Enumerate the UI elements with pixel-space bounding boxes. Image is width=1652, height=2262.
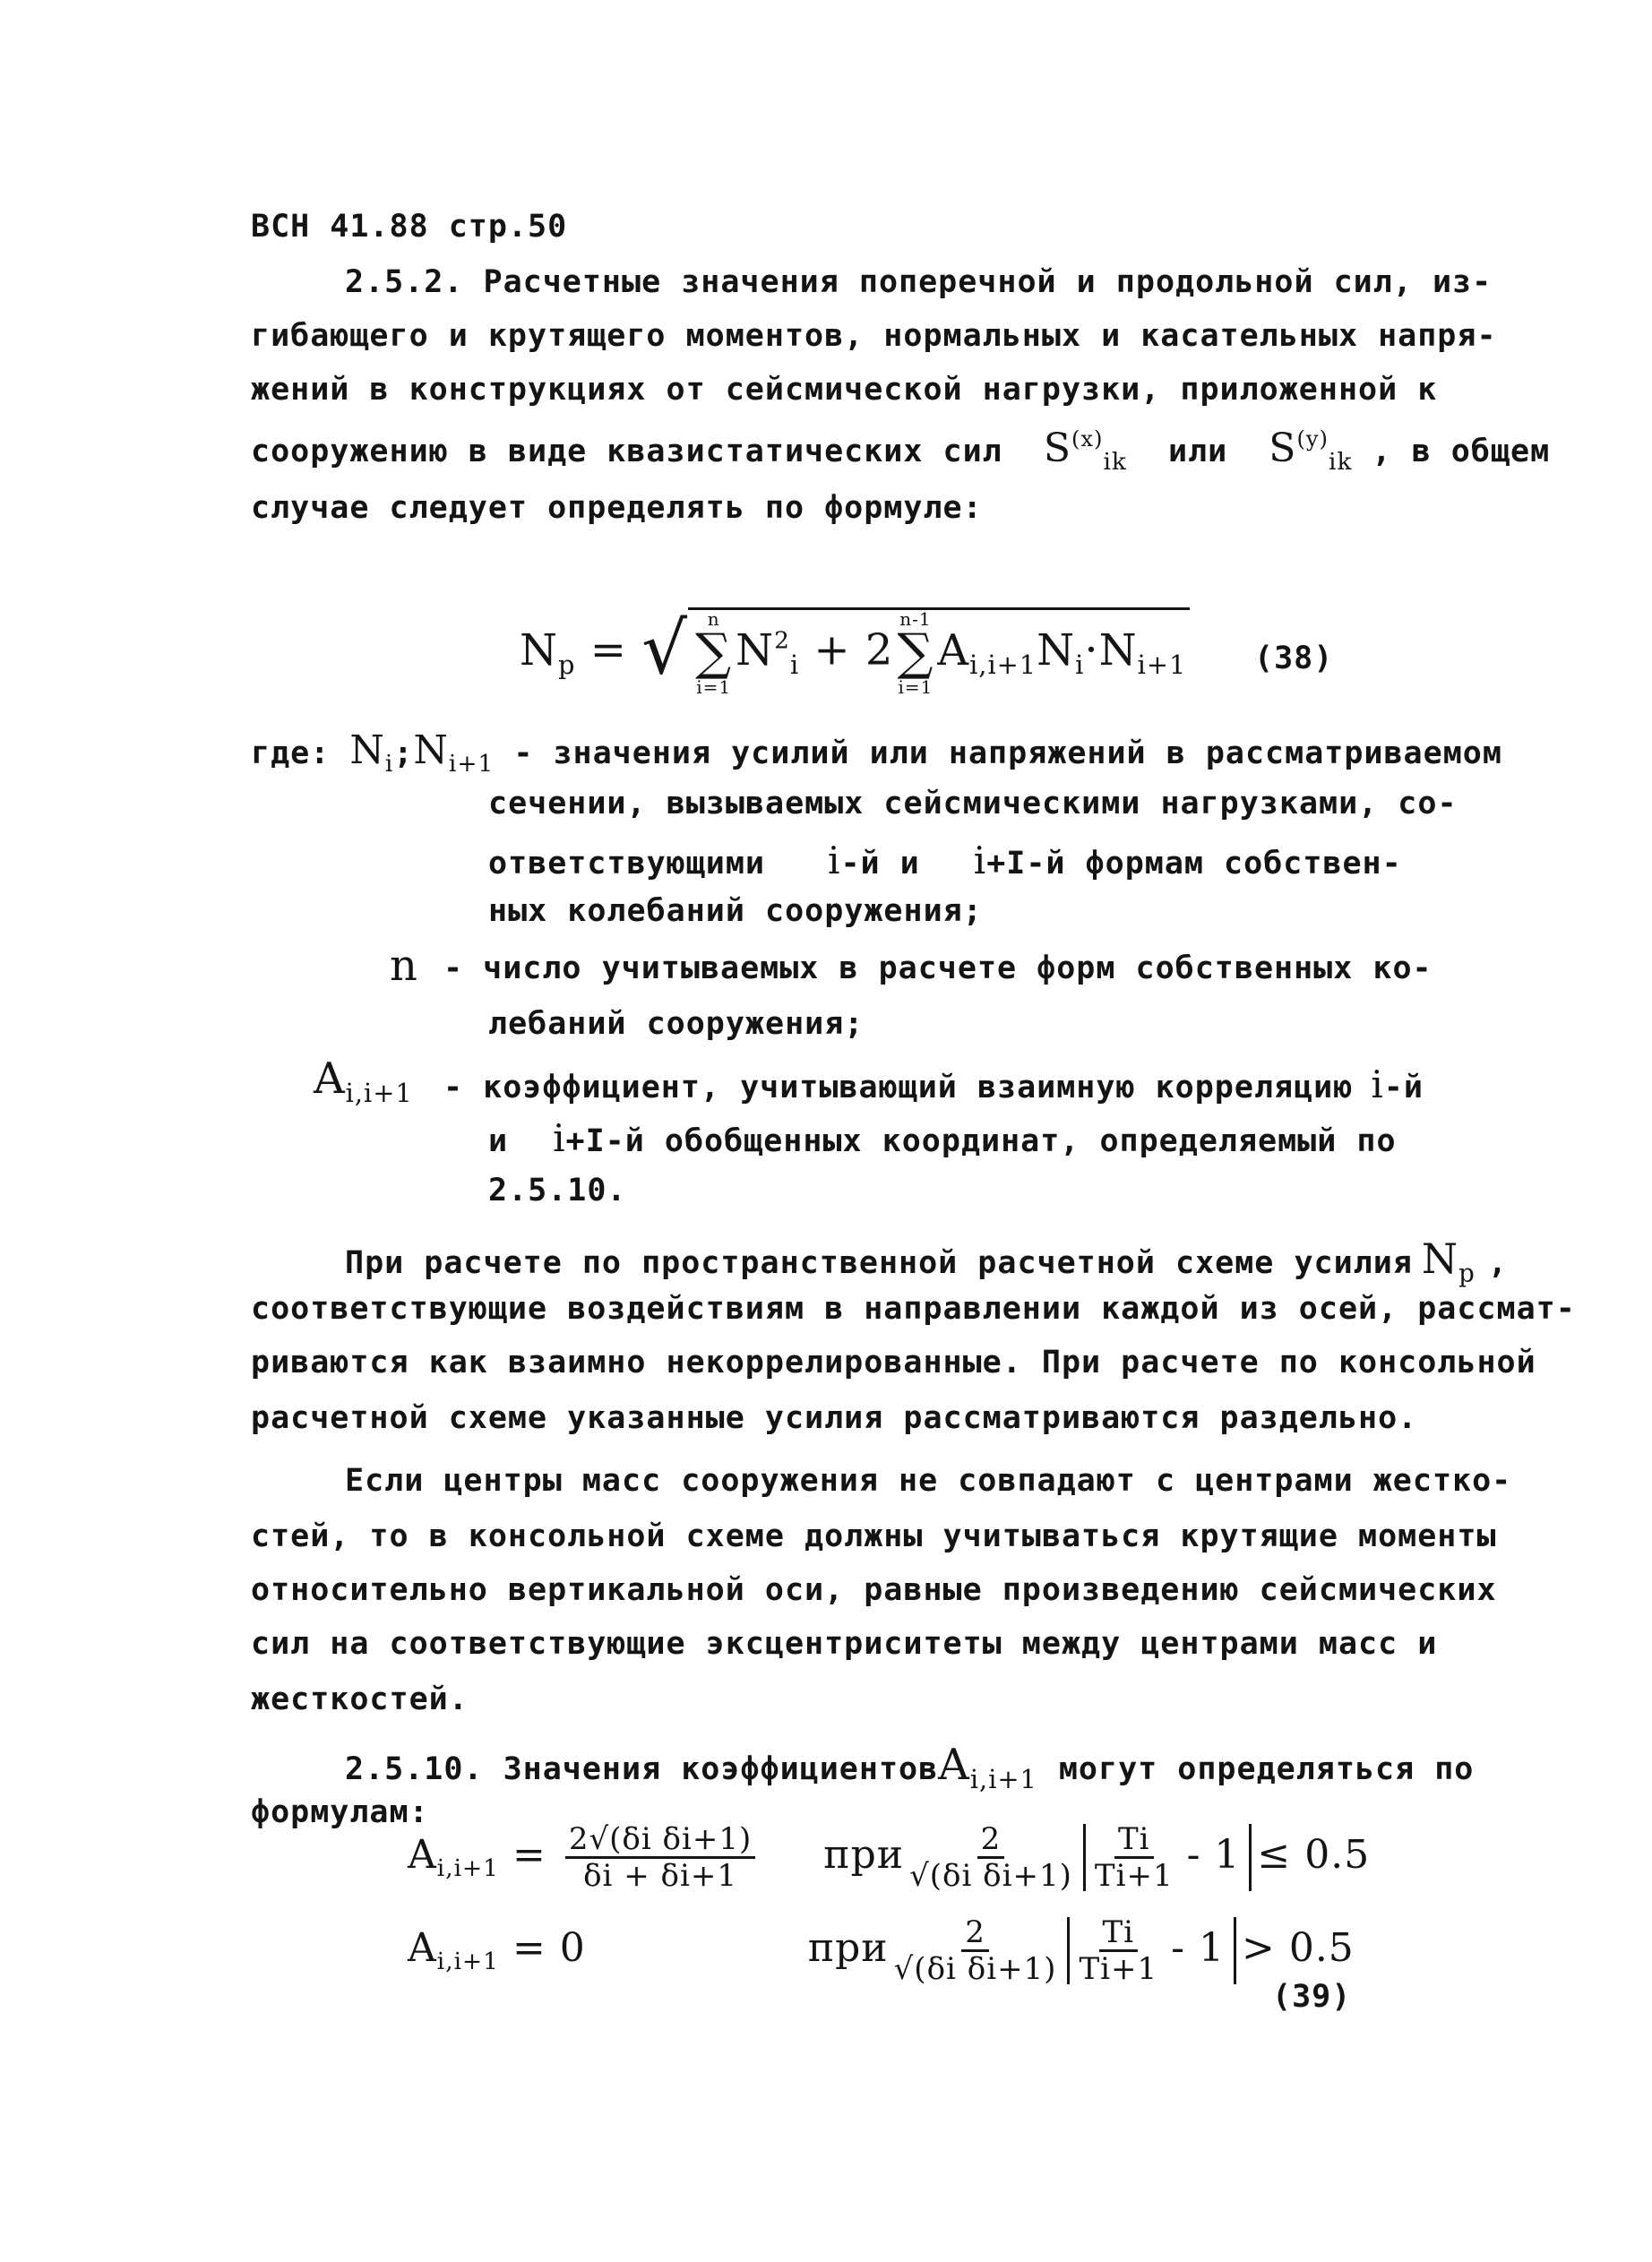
where-label: где: (251, 735, 331, 771)
centers-line-3: относительно вертикальной оси, равные произведению сейсмических (251, 1572, 1497, 1608)
s-x-symbol: $S^{(x)}_{ik}$ (1043, 425, 1127, 477)
term-a: $A_{i,i+1}$ (937, 624, 1037, 680)
f39-abs-1: $\frac{Ti}{Ti+1}$ - 1 (1083, 1824, 1252, 1891)
term-ni-squared: $N^2_i$ (736, 624, 800, 680)
section-252-line-5: случае следует определять по формуле: (251, 490, 983, 526)
def1-line3: ответствующими i-й и i+I-й формам собствен- (488, 839, 1402, 882)
line4-text-b: , в общем (1372, 433, 1551, 469)
where-line-1: где: $N_i;N_{i+1}$ - значения усилий или напряжений в рассматриваемом (251, 727, 1502, 778)
f39-cond-2: $\frac{2}{\text{√(δi δi+1)}}$ (893, 1914, 1057, 1987)
section-2510-line-1: 2.5.10. Значения коэффициентовA$_{i,i+1}$ могут определяться по (345, 1740, 1475, 1795)
lhs-np: $N_p$ (520, 624, 576, 680)
s-y-symbol: $S^{(y)}_{ik}$ (1269, 425, 1353, 477)
centers-line-1: Если центры масс сооружения не совпадают с центрами жестко- (345, 1463, 1512, 1499)
spatial-line-4: расчетной схеме указанные усилия рассматриваются раздельно. (251, 1400, 1418, 1436)
centers-line-2: стей, то в консольной схеме должны учитываться крутящие моменты (251, 1518, 1497, 1554)
f39-cond-1: $\frac{2}{\text{√(δi δi+1)}}$ (909, 1821, 1072, 1894)
def3-line2: и i+I-й обобщенных координат, определяемый по (488, 1116, 1397, 1160)
f39-abs-2: $\frac{Ti}{Ti+1}$ - 1 (1067, 1917, 1236, 1984)
formula-39-row-1: $A_{i,i+1}$ = $\frac{\text{2√(δi δi+1)}}{\delta i + \delta i+1}$ при $\frac{2}{\text{√(δi δi+1)}}$ $\frac{Ti}{Ti+1}$ - 1 ≤ 0.5 (408, 1821, 1371, 1894)
sym-ni: $N_i$ (349, 727, 394, 778)
sum-2: n-1 ∑ i=1 (897, 608, 934, 698)
centers-line-5: жесткостей. (251, 1681, 469, 1717)
f39-a-2: $A_{i,i+1}$ (408, 1925, 499, 1976)
section-252-line-1: 2.5.2. Расчетные значения поперечной и продольной сил, из- (345, 264, 1493, 300)
def1-line1: значения усилий или напряжений в рассматриваемом (553, 735, 1502, 771)
def3-line1: - коэффициент, учитывающий взаимную корреляцию i-й (443, 1062, 1424, 1106)
f39-fraction: $\frac{\text{2√(δi δi+1)}}{\delta i + \delta i+1}$ (565, 1824, 755, 1891)
sym-a: $A_{i,i+1}$ (314, 1054, 413, 1109)
f39-pri-1: при (823, 1832, 905, 1878)
line4-or: или (1168, 433, 1228, 469)
sym-n: n (390, 941, 418, 991)
centers-line-4: сил на соответствующие эксцентриситеты между центрами масс и (251, 1626, 1438, 1662)
def1-line4: ных колебаний сооружения; (488, 893, 983, 929)
section-252-line-4 (251, 425, 1551, 477)
formula-38: $N_p$ = √ n ∑ i=1 $N^2_i + 2$ n-1 ∑ i=1 $A_{i,i+1}N_i\cdot N_{i+1}$ (520, 607, 1190, 696)
spatial-line-2: соответствующие воздействиям в направлении каждой из осей, рассмат- (251, 1291, 1576, 1327)
formula-39-row-2: $A_{i,i+1} = 0$ при $\frac{2}{\text{√(δi δi+1)}}$ $\frac{Ti}{Ti+1}$ - 1 > 0.5 (408, 1914, 1355, 1987)
def3-line3: 2.5.10. (488, 1173, 627, 1208)
def2-line2: лебаний сооружения; (488, 1006, 865, 1042)
section-2510-line-2: формулам: (251, 1794, 429, 1830)
sym-ni1: $N_{i+1}$ (413, 727, 495, 778)
equation-number-39: (39) (1272, 1979, 1352, 2015)
sqrt-sign: √ (641, 606, 689, 691)
f39-pri-2: при (807, 1925, 889, 1971)
line4-text-a: сооружению в виде квазистатических сил (251, 433, 1002, 469)
term-ni1: $N_{i+1}$ (1098, 624, 1187, 680)
sum-1: n ∑ i=1 (695, 608, 733, 698)
def1-line2: сечении, вызываемых сейсмическими нагрузками, со- (488, 786, 1458, 821)
def2-line1: - число учитываемых в расчете форм собственных ко- (443, 950, 1433, 986)
term-ni: $N_i$ (1037, 624, 1085, 680)
sqrt-radicand: n ∑ i=1 $N^2_i + 2$ n-1 ∑ i=1 $A_{i,i+1}N_i\cdot N_{i+1}$ (688, 607, 1190, 696)
section-252-line-2: гибающего и крутящего моментов, нормальных и касательных напря- (251, 318, 1497, 354)
spatial-line-1: При расчете по пространственной расчетной схеме усилия $N_p$ , (345, 1234, 1508, 1288)
section-252-line-3: жений в конструкциях от сейсмической нагрузки, приложенной к (251, 372, 1438, 408)
page-header: ВСН 41.88 стр.50 (251, 209, 568, 245)
spatial-line-3: риваются как взаимно некоррелированные. При расчете по консольной (251, 1345, 1536, 1380)
equation-number-38: (38) (1254, 641, 1334, 676)
f39-a-1: $A_{i,i+1}$ (408, 1832, 499, 1883)
